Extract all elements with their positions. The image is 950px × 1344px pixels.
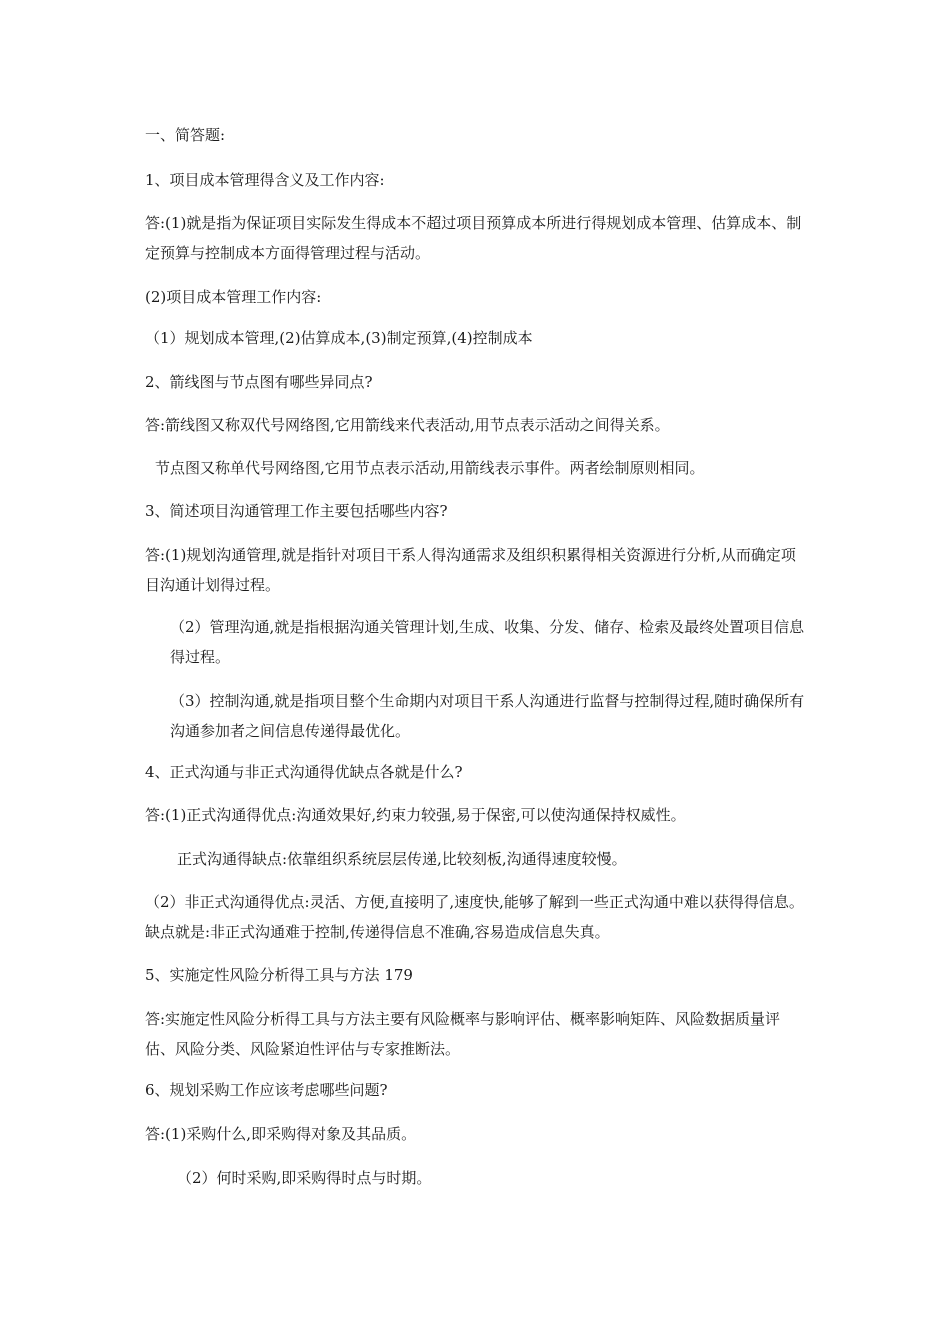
answer-4-part-1-cons: 正式沟通得缺点:依靠组织系统层层传递,比较刻板,沟通得速度较慢。 (177, 850, 627, 868)
answer-6-part-2: （2）何时采购,即采购得时点与时期。 (177, 1169, 432, 1187)
answer-2-part-1: 答:箭线图又称双代号网络图,它用箭线来代表活动,用节点表示活动之间得关系。 (145, 416, 670, 434)
answer-1-part-2-title: (2)项目成本管理工作内容: (145, 288, 322, 306)
question-1: 1、项目成本管理得含义及工作内容: (145, 171, 385, 189)
question-3: 3、简述项目沟通管理工作主要包括哪些内容? (145, 502, 448, 520)
answer-4-part-1: 答:(1)正式沟通得优点:沟通效果好,约束力较强,易于保密,可以使沟通保持权威性。 (145, 806, 686, 824)
question-4: 4、正式沟通与非正式沟通得优缺点各就是什么? (145, 763, 463, 781)
answer-3-part-3: （3）控制沟通,就是指项目整个生命期内对项目干系人沟通进行监督与控制得过程,随时确保所有沟通参加者之间信息传递得最优化。 (170, 692, 805, 740)
answer-5: 答:实施定性风险分析得工具与方法主要有风险概率与影响评估、概率影响矩阵、风险数据质量评估、风险分类、风险紧迫性评估与专家推断法。 (145, 1010, 781, 1058)
answer-3-part-2: （2）管理沟通,就是指根据沟通关管理计划,生成、收集、分发、储存、检索及最终处置项目信息得过程。 (170, 618, 805, 666)
answer-2-part-2: 节点图又称单代号网络图,它用节点表示活动,用箭线表示事件。两者绘制原则相同。 (155, 459, 705, 477)
question-2: 2、箭线图与节点图有哪些异同点? (145, 373, 373, 391)
question-6: 6、规划采购工作应该考虑哪些问题? (145, 1081, 388, 1099)
answer-6-part-1: 答:(1)采购什么,即采购得对象及其品质。 (145, 1125, 417, 1143)
answer-3-part-1: 答:(1)规划沟通管理,就是指针对项目干系人得沟通需求及组织积累得相关资源进行分析,从而确定项目沟通计划得过程。 (145, 546, 796, 594)
section-heading: 一、简答题: (145, 126, 226, 144)
question-5: 5、实施定性风险分析得工具与方法 179 (145, 966, 413, 984)
answer-4-part-2: （2）非正式沟通得优点:灵活、方便,直接明了,速度快,能够了解到一些正式沟通中难以获得得信息。缺点就是:非正式沟通难于控制,传递得信息不准确,容易造成信息失真。 (145, 893, 804, 941)
answer-1-part-1: 答:(1)就是指为保证项目实际发生得成本不超过项目预算成本所进行得规划成本管理、估算成本、制定预算与控制成本方面得管理过程与活动。 (145, 214, 802, 262)
answer-1-part-2-list: （1）规划成本管理,(2)估算成本,(3)制定预算,(4)控制成本 (145, 329, 533, 347)
